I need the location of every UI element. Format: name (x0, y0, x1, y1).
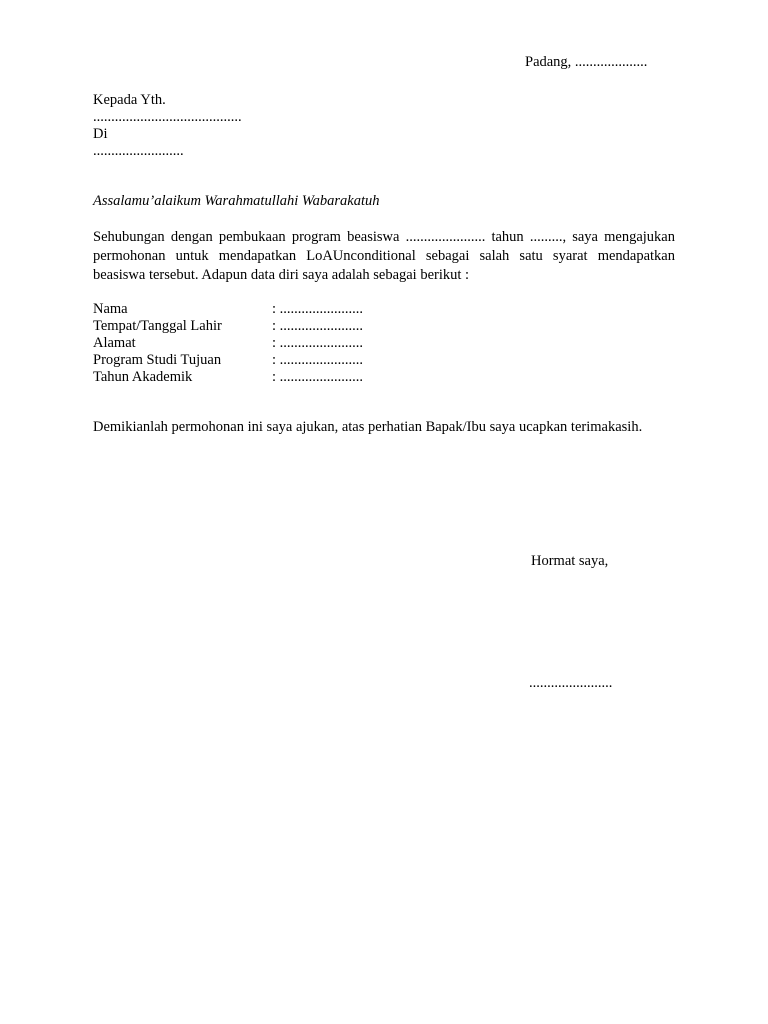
place-date: Padang, .................... (525, 54, 648, 70)
signature-name-blank: ....................... (529, 675, 613, 691)
recipient-place-blank: ......................... (93, 143, 184, 159)
recipient-block (93, 92, 242, 160)
field-value: : ....................... (272, 335, 364, 351)
field-row-nama (93, 301, 363, 318)
field-value: : ....................... (272, 301, 364, 317)
field-row-tahun-akademik (93, 369, 363, 386)
recipient-salutation: Kepada Yth. (93, 92, 166, 108)
regards-text: Hormat saya, (531, 553, 609, 569)
recipient-name-blank: ......................................... (93, 109, 242, 125)
field-label: Program Studi Tujuan (93, 352, 222, 368)
field-row-program-studi (93, 352, 363, 369)
field-row-tempat-tanggal-lahir (93, 318, 363, 335)
field-label: Alamat (93, 335, 136, 351)
recipient-di: Di (93, 126, 108, 142)
field-value: : ....................... (272, 352, 364, 368)
body-paragraph: Sehubungan dengan pembukaan program beasiswa ...................... tahun ........., saya mengajukan permohonan untuk mendapatkan LoAUnconditional sebagai salah satu syarat mendapatkan beasiswa tersebut. Adapun data diri saya adalah sebagai berikut : (93, 229, 675, 283)
opening-greeting: Assalamu’alaikum Warahmatullahi Wabarakatuh (93, 193, 380, 209)
field-value: : ....................... (272, 318, 364, 334)
field-row-alamat (93, 335, 363, 352)
field-label: Tahun Akademik (93, 369, 193, 385)
field-label: Tempat/Tanggal Lahir (93, 318, 222, 334)
closing-sentence: Demikianlah permohonan ini saya ajukan, atas perhatian Bapak/Ibu saya ucapkan terimakasih. (93, 419, 643, 435)
field-value: : ....................... (272, 369, 364, 385)
personal-data-list (93, 301, 363, 386)
field-label: Nama (93, 301, 128, 317)
